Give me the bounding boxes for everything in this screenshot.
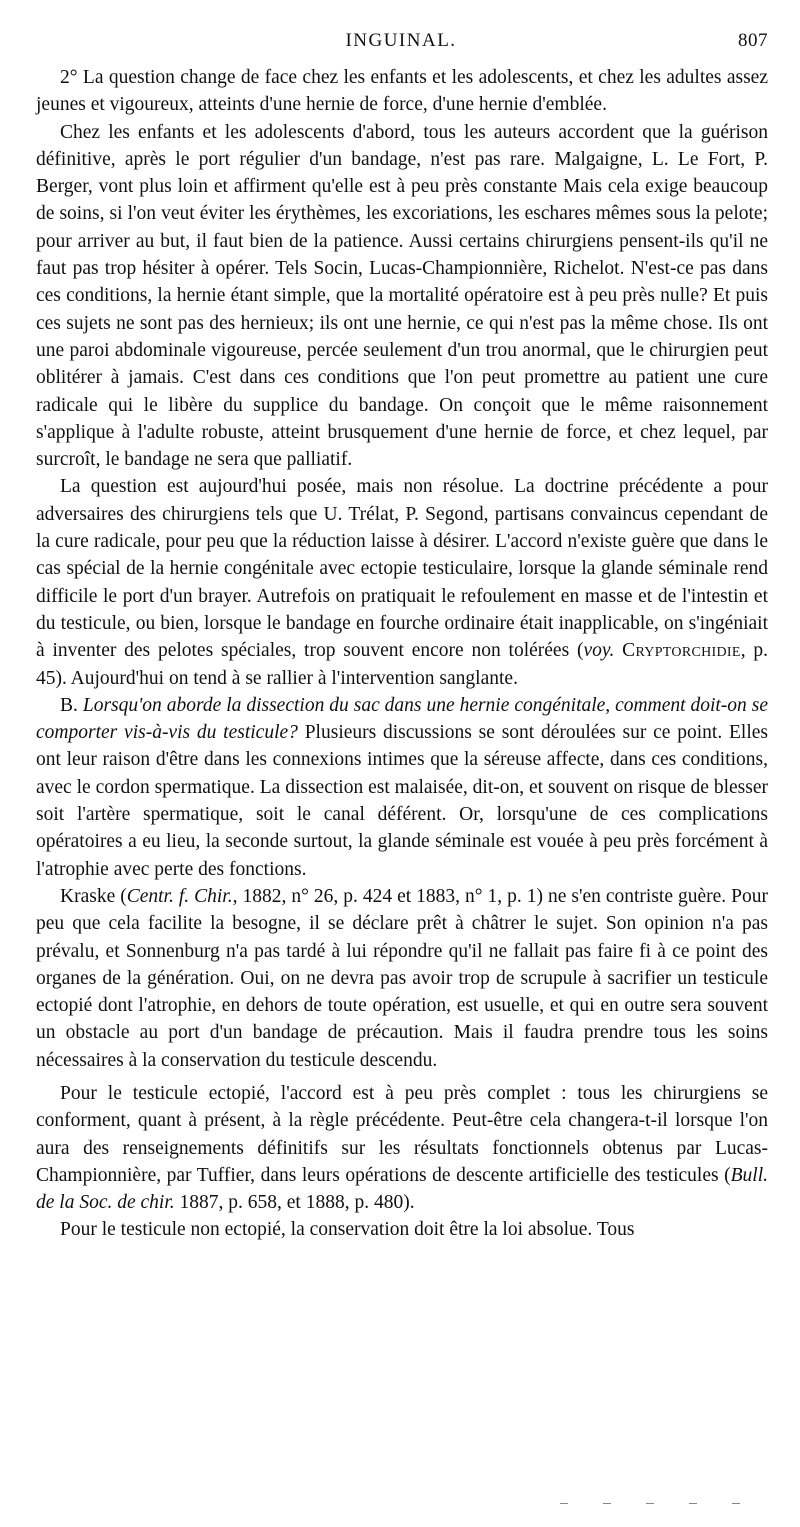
footer-dash <box>689 1503 697 1504</box>
paragraph-kraske <box>36 883 768 1074</box>
paragraph-ectopic-testicle <box>36 1080 768 1216</box>
paragraph-text: Pour le testicule ectopié, l'accord est à peu près complet : tous les chirurgiens se conforment, quant à présent, à la règle précédente. Peut-être cela changera-t-il lorsque l'on aura des renseignements définitifs sur les résultats fonctionnels obtenus par Lucas-Championnière, par Tuffier, dans leurs opérations de descente artificielle des testicules ( <box>36 1082 768 1186</box>
paragraph-text: La question est aujourd'hui posée, mais non résolue. La doctrine précédente a pour adversaires des chirurgiens tels que U. Trélat, P. Segond, partisans convaincus cependant de la cure radicale, pour peu que la réduction laisse à désirer. L'accord n'existe guère que dans le cas spécial de la hernie congénitale avec ectopie testiculaire, lorsque la glande séminale rend difficile le port d'un brayer. Autrefois on pratiquait le refoulement en masse et de l'intestin et du testicule, ou bien, lorsque le bandage en fourche ordinaire était inapplicable, on s'ingéniait à inventer des pelotes spéciales, trop souvent encore non tolérées ( <box>36 476 768 662</box>
page-number: 807 <box>738 30 768 51</box>
smallcaps-reference: Cryptorchidie <box>622 640 741 662</box>
running-head <box>34 30 768 60</box>
footer-dash <box>646 1503 654 1504</box>
paragraph-text: Plusieurs discussions se sont déroulées sur ce point. Elles ont leur raison d'être dans les connexions intimes que la séreuse affecte, dans ces conditions, avec le cordon spermatique. La dissection est malaisée, dit-on, et souvent on risque de blesser soit l'artère spermatique, soit le canal déférent. Or, lorsqu'une de ces complications opératoires a eu lieu, la seconde surtout, la glande séminale est vouée à peu près forcément à l'atrophie avec perte des fonctions. <box>36 722 768 880</box>
section-heading-italic: Lorsqu'on aborde la dissection du sac dans une hernie congénitale, comment doit-on se comporter vis-à-vis du testicule? <box>36 694 768 744</box>
paragraph-adolescents-intro: 2° La question change de face chez les enfants et les adolescents, et chez les adultes assez jeunes et vigoureux, atteints d'une hernie de force, d'une hernie d'emblée. <box>36 67 768 116</box>
paragraph-children-cure: Chez les enfants et les adolescents d'abord, tous les auteurs accordent que la guérison définitive, après le port régulier d'un bandage, n'est pas rare. Malgaigne, L. Le Fort, P. Berger, vont plus loin et affirment qu'elle est à peu près constante Mais cela exige beaucoup de soins, si l'on veut éviter les érythèmes, les excoriations, les eschares mêmes sous la pelote; pour arriver au but, il faut bien de la patience. Aussi certains chirurgiens pensent-ils qu'il ne faut pas trop hésiter à opérer. Tels Socin, Lucas-Championnière, Richelot. N'est-ce pas dans ces conditions, la hernie étant simple, que la mortalité opératoire est à peu près nulle? Et puis ces sujets ne sont pas des hernieux; ils ont une hernie, ce qui n'est pas la même chose. Ils ont une paroi abdominale vigoureuse, percée seulement d'un trou anormal, que le chirurgien peut oblitérer à jamais. C'est dans ces conditions que l'on peut promettre au patient une cure radicale qui le libère du supplice du bandage. On conçoit que le même raisonnement s'applique à l'adulte robuste, atteint brusquement d'une hernie de force, et chez lequel, par surcroît, le bandage ne sera que palliatif. <box>36 121 768 471</box>
footer-marks <box>560 1503 740 1509</box>
paragraph-text: 1887, p. 658, et 1888, p. 480). <box>174 1192 415 1214</box>
paragraph-non-ectopic: Pour le testicule non ectopié, la conservation doit être la loi absolue. Tous <box>60 1219 635 1241</box>
paragraph-section-b <box>36 692 768 883</box>
footer-dash <box>560 1503 568 1504</box>
italic-reference: voy. <box>583 640 615 662</box>
paragraph-text: Kraske ( <box>60 885 127 907</box>
paragraph-text: , 1882, n° 26, p. 424 et 1883, n° 1, p. 1) ne s'en contriste guère. Pour peu que cela facilite la besogne, il se déclare prêt à châtrer le sujet. Son opinion n'a pas prévalu, et Sonnenburg n'a pas tardé à lui répondre qu'il ne fallait pas faire fi à ce point des organes de la génération. Oui, on ne devra pas avoir trop de scrupule à sacrifier un testicule ectopié dont l'atrophie, en dehors de toute opération, est usuelle, et qui en outre sera souvent un obstacle au port d'un bandage de précaution. Mais il faudra prendre tous les soins nécessaires à la conservation du testicule descendu. <box>36 885 768 1071</box>
italic-reference: Centr. f. Chir. <box>126 885 233 907</box>
footer-dash <box>603 1503 611 1504</box>
running-title: INGUINAL. <box>345 30 457 51</box>
paragraph-text: , p. 45). Aujourd'hui on tend à se rallier à l'intervention sanglante. <box>36 640 769 689</box>
section-marker: B. <box>60 694 83 716</box>
italic-reference: Bull. de la Soc. de chir. <box>36 1164 768 1214</box>
paragraph-question-posed <box>36 473 768 691</box>
footer-dash <box>732 1503 740 1504</box>
body-text <box>36 64 768 1244</box>
